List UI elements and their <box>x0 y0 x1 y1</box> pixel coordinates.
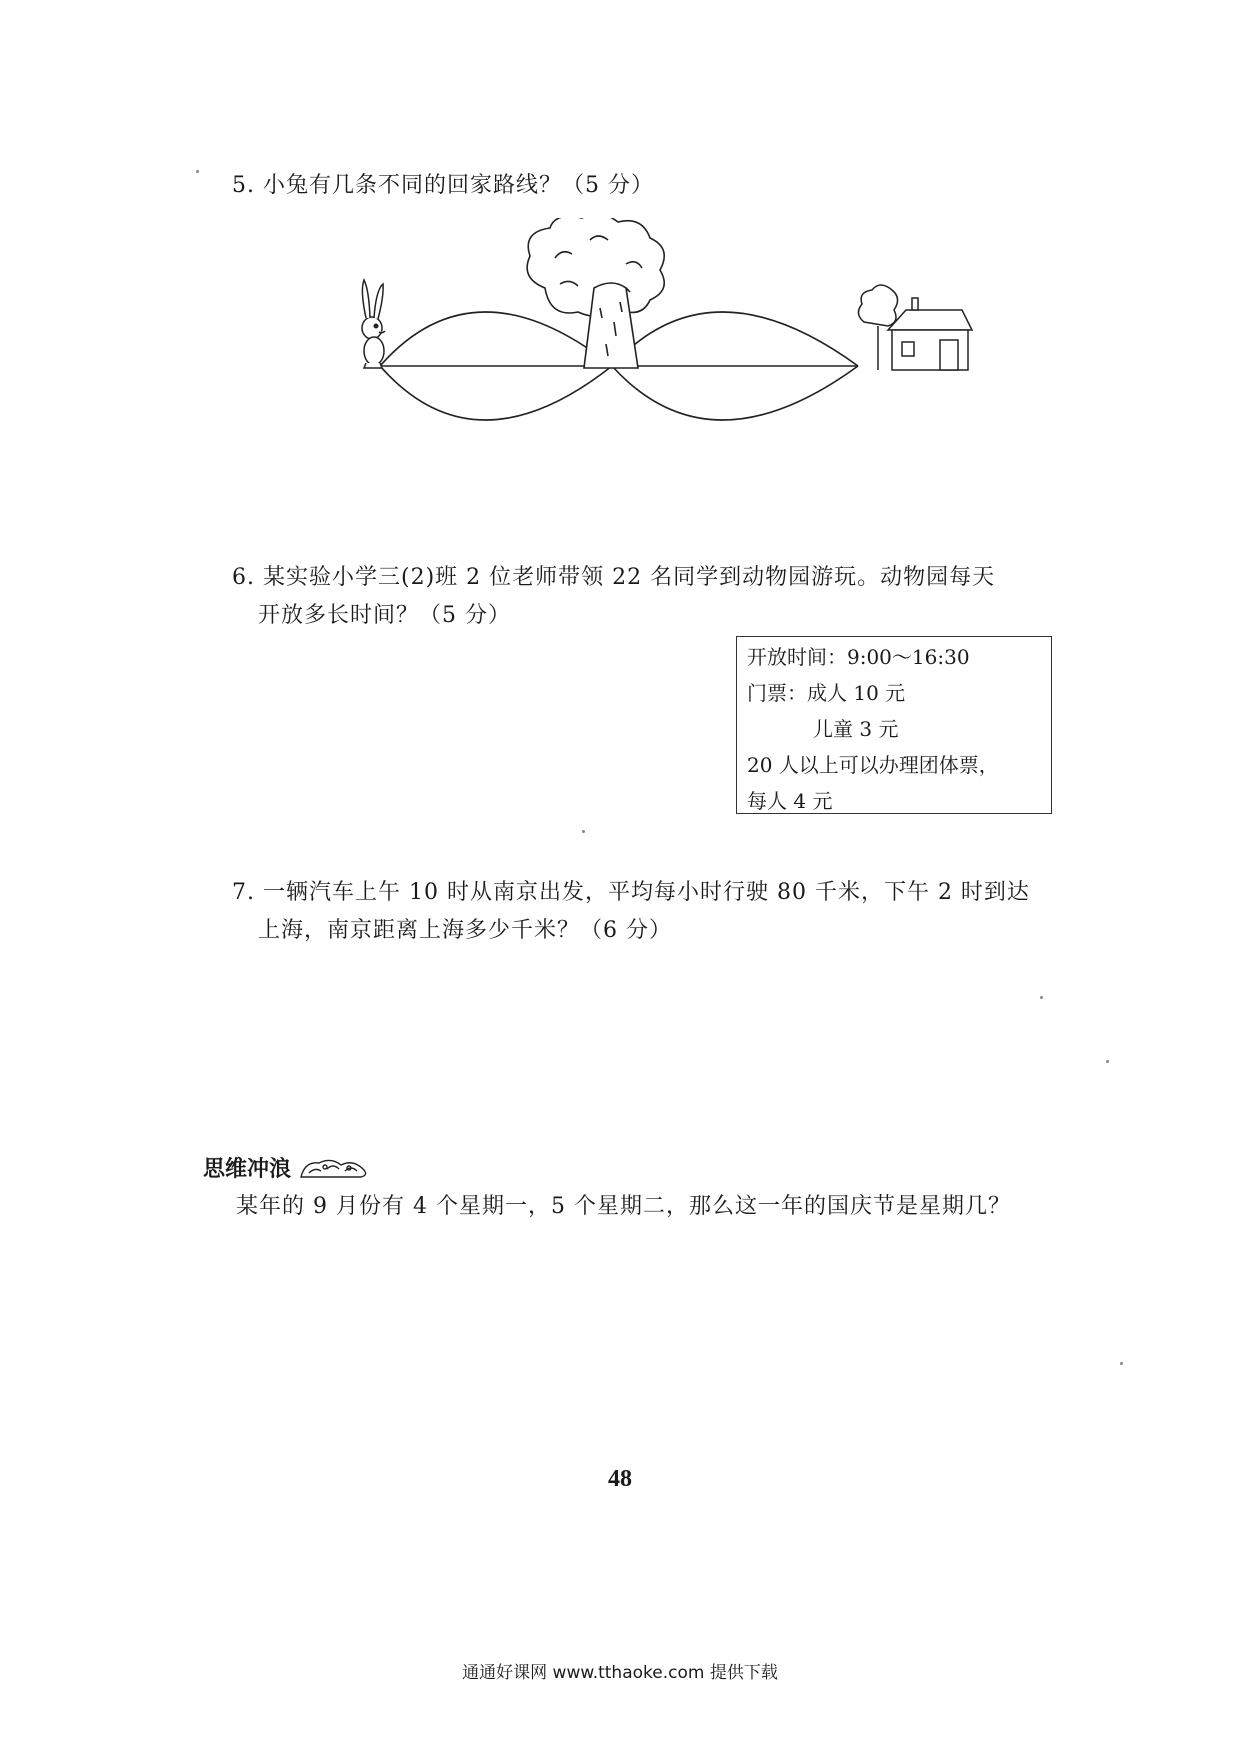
question-6-line-2: 开放多长时间？（5 分） <box>258 603 511 628</box>
zoo-group-price: 每人 4 元 <box>747 789 833 813</box>
zoo-adult-ticket: 门票：成人 10 元 <box>747 681 906 705</box>
challenge-question: 某年的 9 月份有 4 个星期一，5 个星期二，那么这一年的国庆节是星期几？ <box>236 1194 1011 1219</box>
scan-speck <box>1040 996 1043 999</box>
zoo-open-hours: 开放时间：9:00～16:30 <box>747 645 970 669</box>
footer-credit: 通通好课网 www.tthaoke.com 提供下载 <box>462 1663 778 1683</box>
route-diagram <box>350 218 990 448</box>
rabbit-icon <box>362 280 385 368</box>
challenge-title: 思维冲浪 <box>203 1157 292 1182</box>
zoo-child-ticket: 儿童 3 元 <box>813 717 899 741</box>
route-lower-left <box>380 366 612 420</box>
scan-speck <box>196 170 199 173</box>
scan-speck <box>1106 1060 1109 1063</box>
page-number: 48 <box>608 1466 632 1492</box>
route-upper-right <box>612 312 858 366</box>
question-7-line-1: 7. 一辆汽车上午 10 时从南京出发，平均每小时行驶 80 千米，下午 2 时到达 <box>232 880 1030 905</box>
scan-speck <box>582 830 585 833</box>
route-upper-left <box>380 312 612 366</box>
house-icon <box>858 285 972 370</box>
route-lower-right <box>612 366 858 420</box>
challenge-heading <box>203 1152 371 1183</box>
question-6 <box>232 559 1092 635</box>
question-7 <box>232 874 1092 950</box>
question-6-line-1: 6. 某实验小学三(2)班 2 位老师带领 22 名同学到动物园游玩。动物园每天 <box>232 565 996 590</box>
tree-icon <box>527 218 664 368</box>
question-7-line-2: 上海，南京距离上海多少千米？（6 分） <box>258 918 672 943</box>
wave-icon <box>297 1155 371 1181</box>
scan-speck <box>1120 1362 1123 1365</box>
question-5: 5. 小兔有几条不同的回家路线？（5 分） <box>232 173 654 198</box>
zoo-info-box <box>736 636 1052 814</box>
zoo-group-rule: 20 人以上可以办理团体票， <box>747 753 999 777</box>
